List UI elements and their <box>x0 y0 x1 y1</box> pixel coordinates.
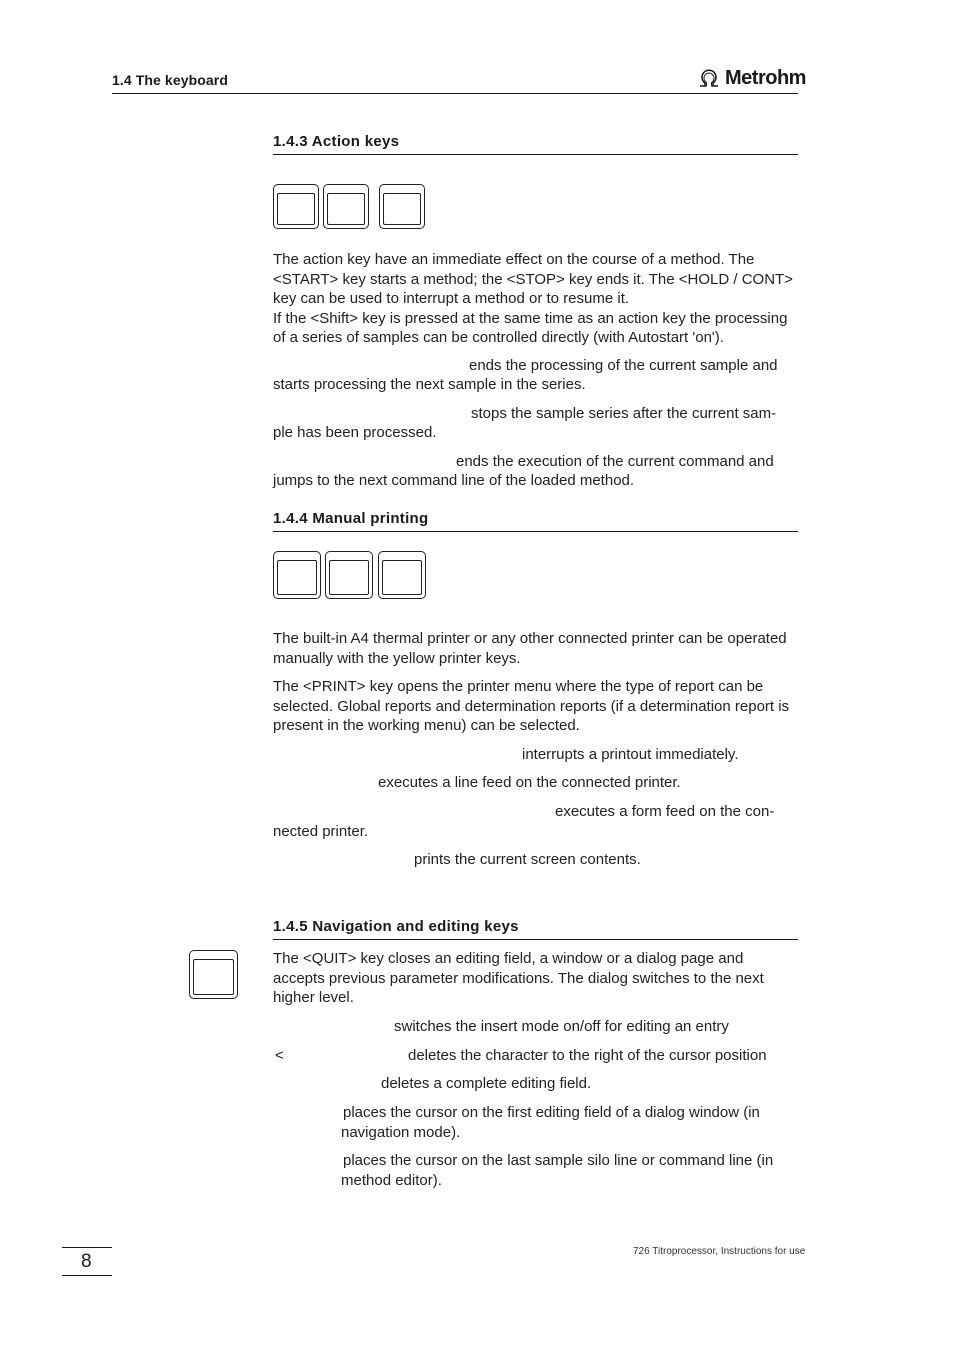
paragraph: prints the current screen contents. <box>414 851 641 868</box>
paragraph: The <PRINT> key opens the printer menu where the type of report can be selected. Global reports and determination reports (if a determination report is present in the working menu) can be selected. <box>273 678 790 734</box>
paragraph: starts processing the next sample in the series. <box>273 376 586 393</box>
paragraph: interrupts a printout immediately. <box>522 746 739 763</box>
quit-key-icon <box>189 950 238 999</box>
section-title-action-keys: 1.4.3 Action keys <box>273 133 400 150</box>
section-rule <box>273 531 798 532</box>
paragraph: executes a line feed on the connected printer. <box>378 774 681 791</box>
paragraph: deletes a complete editing field. <box>381 1075 592 1092</box>
footer-rule <box>62 1247 112 1248</box>
paragraph: ends the processing of the current sample and <box>469 357 778 374</box>
start-key-icon <box>273 184 319 229</box>
paragraph: places the cursor on the last sample silo line or command line (in method editor). <box>341 1152 774 1189</box>
paragraph: stops the sample series after the current sam- <box>471 405 777 422</box>
paragraph: nected printer. <box>273 823 369 840</box>
document-title: 726 Titroprocessor, Instructions for use <box>633 1246 806 1257</box>
paragraph: The <QUIT> key closes an editing field, a window or a dialog page and accepts previous parameter modifications. The dialog switches to the next higher level. <box>273 950 764 1006</box>
stop-key-icon <box>323 184 369 229</box>
paragraph: < <box>275 1047 284 1064</box>
section-title-manual-printing: 1.4.4 Manual printing <box>273 510 429 527</box>
paragraph: The built-in A4 thermal printer or any other connected printer can be operated manually with the yellow printer keys. <box>273 630 787 667</box>
hold-cont-key-icon <box>379 184 425 229</box>
paragraph: executes a form feed on the con- <box>555 803 775 820</box>
paragraph: switches the insert mode on/off for editing an entry <box>394 1018 729 1035</box>
section-rule <box>273 939 798 940</box>
metrohm-logo <box>697 67 806 89</box>
omega-icon <box>697 68 721 88</box>
brand-name: Metrohm <box>725 66 806 89</box>
paragraph: The action key have an immediate effect on the course of a method. The <START> key starts a method; the <STOP> key ends it. The <HOLD / CONT> key can be used to interrupt a method or to resume it. <box>273 251 793 307</box>
paragraph: deletes the character to the right of the cursor position <box>408 1047 767 1064</box>
footer-rule <box>62 1275 112 1276</box>
paragraph: ple has been processed. <box>273 424 437 441</box>
section-title-navigation-keys: 1.4.5 Navigation and editing keys <box>273 918 519 935</box>
print-key-icon <box>273 551 321 599</box>
paragraph: places the cursor on the first editing field of a dialog window (in navigation mode). <box>341 1104 760 1141</box>
form-feed-key-icon <box>378 551 426 599</box>
paragraph: ends the execution of the current command and <box>456 453 774 470</box>
line-feed-key-icon <box>325 551 373 599</box>
paragraph: If the <Shift> key is pressed at the same time as an action key the processing of a series of samples can be controlled directly (with Autostart 'on'). <box>273 309 788 346</box>
action-keys-intro <box>273 250 798 348</box>
header-rule <box>112 93 798 94</box>
paragraph: jumps to the next command line of the loaded method. <box>273 472 635 489</box>
section-rule <box>273 154 798 155</box>
page-number: 8 <box>81 1251 92 1272</box>
running-header: 1.4 The keyboard <box>112 72 228 88</box>
